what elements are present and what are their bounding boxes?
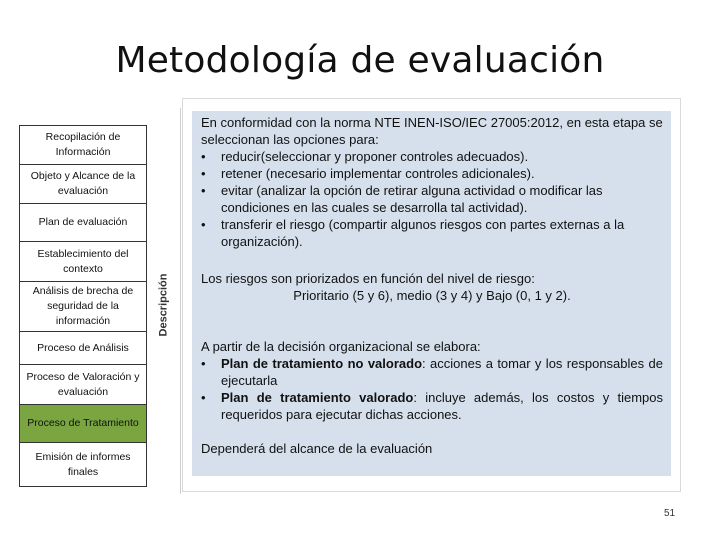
slide-title: Metodología de evaluación <box>115 40 605 81</box>
description-panel <box>192 111 671 476</box>
plan-term: Plan de tratamiento valorado <box>221 390 414 405</box>
options-list <box>201 148 663 250</box>
bullet-icon: • <box>201 166 206 181</box>
step-valoracion-evaluacion: Proceso de Valoración y evaluación <box>20 365 146 405</box>
option-item: • evitar (analizar la opción de retirar alguna actividad o modificar las condiciones en las cuales se desarrolla tal actividad). <box>201 183 603 215</box>
step-objeto-alcance: Objeto y Alcance de la evaluación <box>20 165 146 204</box>
step-analisis-brecha: Análisis de brecha de seguridad de la información <box>20 282 146 332</box>
bullet-icon: • <box>201 217 206 232</box>
process-steps <box>19 125 147 487</box>
bullet-icon: • <box>201 183 206 198</box>
plan-term: Plan de tratamiento no valorado <box>221 356 423 371</box>
decision-intro: A partir de la decisión organizacional se elabora: <box>201 339 481 354</box>
option-item: • transferir el riesgo (compartir algunos riesgos con partes externas a la organización). <box>201 217 625 249</box>
step-emision-informes: Emisión de informes finales <box>35 450 131 478</box>
step-recopilacion: Recopilación de Información <box>20 126 146 165</box>
description-intro: En conformidad con la norma NTE INEN-ISO/IEC 27005:2012, en esta etapa se seleccionan las opciones para: <box>201 115 663 147</box>
page-number: 51 <box>664 508 676 519</box>
step-plan-evaluacion: Plan de evaluación <box>20 204 146 242</box>
bullet-icon: • <box>201 390 206 405</box>
step-proceso-analisis: Proceso de Análisis <box>20 332 146 365</box>
plans-list <box>201 355 663 423</box>
plan-item: • Plan de tratamiento valorado: incluye además, los costos y tiempos requeridos para ejecutar dichas acciones. <box>201 390 664 422</box>
step-proceso-tratamiento: Proceso de Tratamiento <box>20 405 146 443</box>
step-establecimiento-contexto: Establecimiento del contexto <box>20 242 146 282</box>
descripcion-label: Descripción <box>157 273 169 337</box>
option-item: • retener (necesario implementar controles adicionales). <box>201 166 535 181</box>
plan-item: • Plan de tratamiento no valorado: acciones a tomar y los responsables de ejecutarla <box>201 356 663 388</box>
vertical-label <box>145 125 181 485</box>
bullet-icon: • <box>201 356 206 371</box>
bullet-icon: • <box>201 149 206 164</box>
divider-line <box>180 108 181 494</box>
priority-levels: Prioritario (5 y 6), medio (3 y 4) y Bajo (0, 1 y 2). <box>293 288 571 303</box>
closing-text: Dependerá del alcance de la evaluación <box>201 441 433 456</box>
option-item: • reducir(seleccionar y proponer controles adecuados). <box>201 149 529 164</box>
priority-line: Los riesgos son priorizados en función del nivel de riesgo: <box>201 271 535 286</box>
